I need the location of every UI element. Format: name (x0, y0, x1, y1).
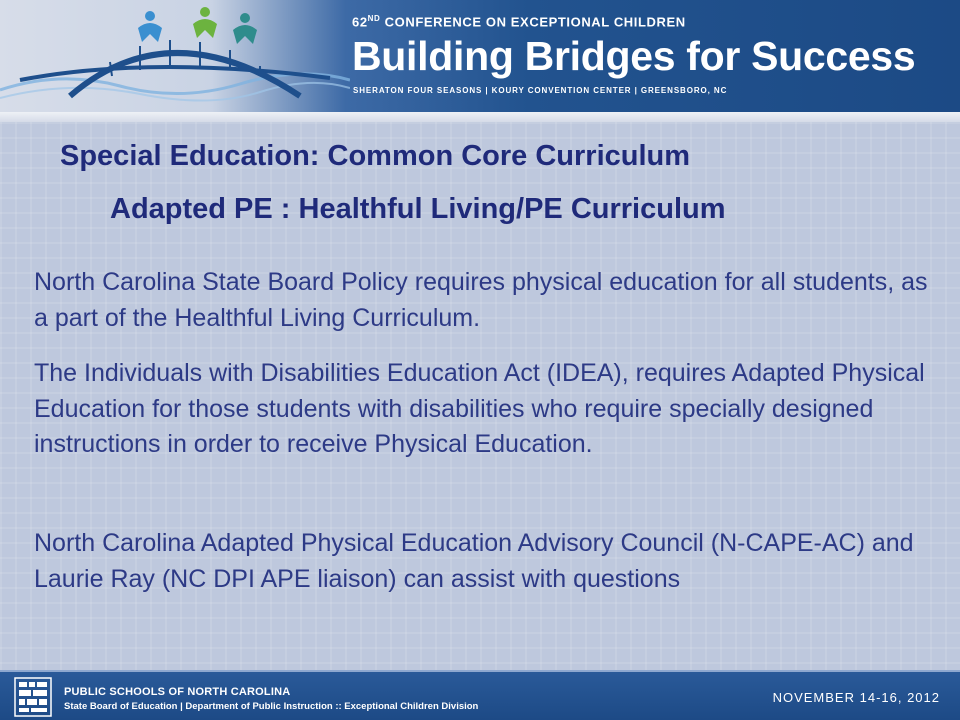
venue-line: SHERATON FOUR SEASONS | KOURY CONVENTION CENTER | GREENSBORO, NC (353, 86, 728, 95)
footer-department: State Board of Education | Department of Public Instruction :: Exceptional Children Division (64, 701, 479, 712)
footer-bar (0, 670, 960, 720)
ncdpi-logo-icon (14, 677, 52, 717)
footer-org-name: PUBLIC SCHOOLS OF NORTH CAROLINA (64, 686, 291, 698)
header-banner (0, 0, 960, 112)
slide-subtitle: Adapted PE : Healthful Living/PE Curriculum (110, 193, 726, 225)
paragraph-advisory-council: North Carolina Adapted Physical Education Advisory Council (N-CAPE-AC) and Laurie Ray (NC DPI APE liaison) can assist with questions (34, 529, 914, 593)
paragraph-state-policy: North Carolina State Board Policy requires physical education for all students, as a part of the Healthful Living Curriculum. (34, 268, 928, 332)
conference-title: Building Bridges for Success (352, 33, 916, 79)
conference-number: 62ND CONFERENCE ON EXCEPTIONAL CHILDREN (352, 14, 686, 30)
footer-date: NOVEMBER 14-16, 2012 (772, 690, 940, 705)
bridge-with-people-icon (0, 0, 350, 112)
paragraph-idea: The Individuals with Disabilities Education Act (IDEA), requires Adapted Physical Education for those students with disabilities who require specially designed instructions in order to receive Physical Education. (34, 359, 925, 458)
banner-divider (0, 112, 960, 122)
slide-title: Special Education: Common Core Curriculum (60, 140, 691, 172)
